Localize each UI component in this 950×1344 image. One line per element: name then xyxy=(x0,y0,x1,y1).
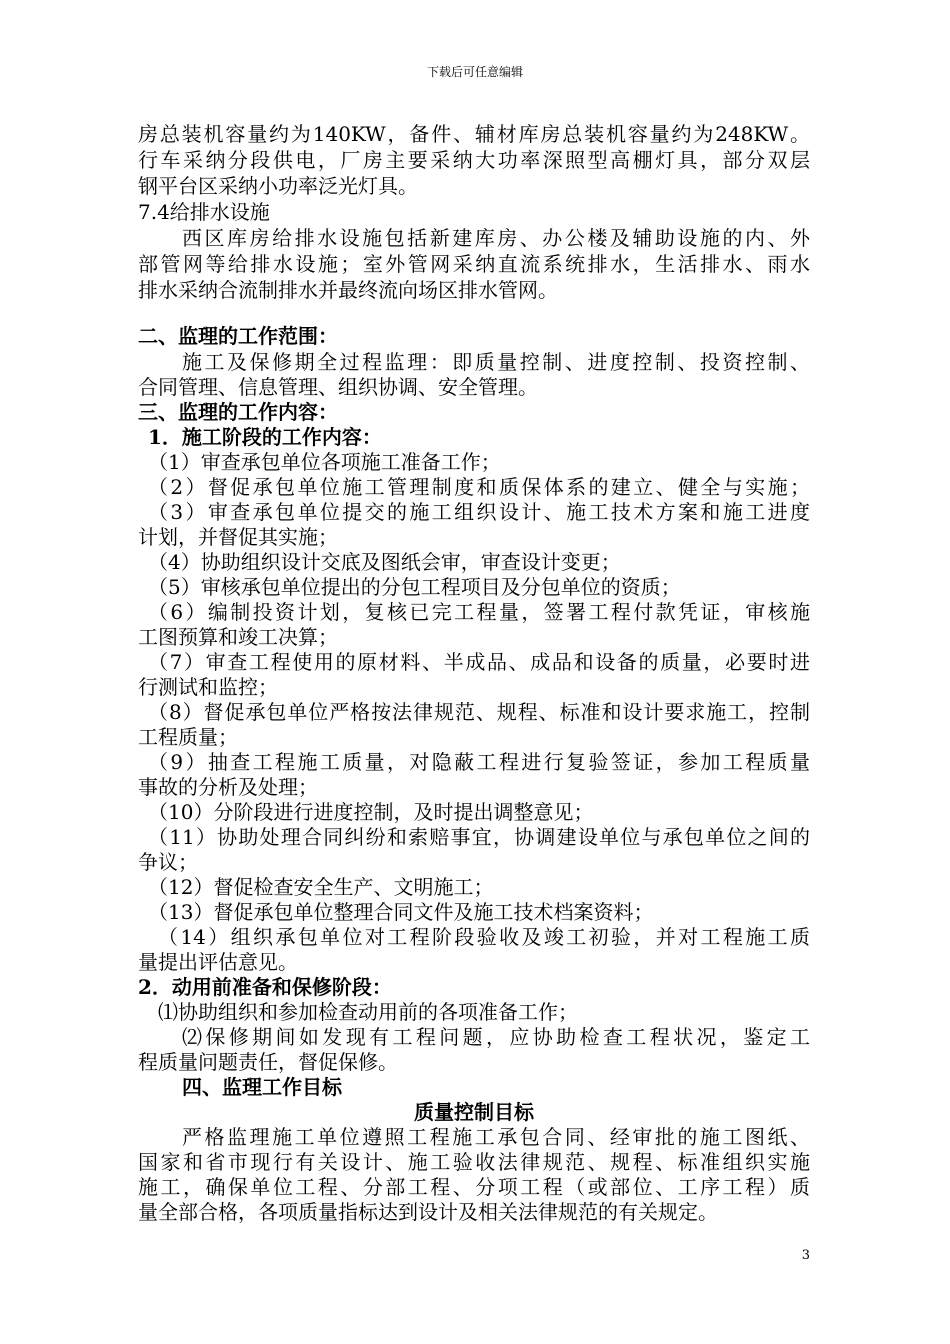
list-item: （6）编制投资计划，复核已完工程量，签署工程付款凭证，审核施 xyxy=(148,600,810,624)
body-line: 施工及保修期全过程监理：即质量控制、进度控制、投资控制、 xyxy=(182,350,810,374)
body-line: 排水采纳合流制排水并最终流向场区排水管网。 xyxy=(138,278,558,302)
list-item: （4）协助组织设计交底及图纸会审，审查设计变更； xyxy=(148,550,621,574)
page-header: 下载后可任意编辑 xyxy=(426,65,523,79)
section-heading: 三、监理的工作内容： xyxy=(138,400,338,424)
list-item-continuation: 工图预算和竣工决算； xyxy=(138,625,338,649)
subsection-heading: 2．动用前准备和保修阶段： xyxy=(138,975,392,999)
list-item-continuation: 争议； xyxy=(138,850,198,874)
list-item: （2）督促承包单位施工管理制度和质保体系的建立、健全与实施； xyxy=(148,475,810,499)
section-heading: 二、监理的工作范围： xyxy=(138,324,338,348)
section-heading: 四、监理工作目标 xyxy=(182,1075,342,1099)
body-line: 施工，确保单位工程、分部工程、分项工程（或部位、工序工程）质 xyxy=(138,1175,810,1199)
page-number: 3 xyxy=(801,1248,810,1263)
subsection-heading: 1．施工阶段的工作内容： xyxy=(148,425,382,449)
body-line: 国家和省市现行有关设计、施工验收法律规范、规程、标准组织实施 xyxy=(138,1150,810,1174)
list-item: （13）督促承包单位整理合同文件及施工技术档案资料； xyxy=(148,900,654,924)
list-item: （7）审查工程使用的原材料、半成品、成品和设备的质量，必要时进 xyxy=(148,650,810,674)
list-item-continuation: 计划，并督促其实施； xyxy=(138,525,338,549)
list-item-continuation: 事故的分析及处理； xyxy=(138,775,318,799)
list-item: ⑵保修期间如发现有工程问题，应协助检查工程状况，鉴定工 xyxy=(182,1025,810,1049)
list-item: （8）督促承包单位严格按法律规范、规程、标准和设计要求施工，控制 xyxy=(148,700,810,724)
list-item-continuation: 行测试和监控； xyxy=(138,675,278,699)
list-item: （1）审查承包单位各项施工准备工作； xyxy=(148,450,501,474)
body-line: 行车采纳分段供电，厂房主要采纳大功率深照型高棚灯具，部分双层 xyxy=(138,148,810,172)
list-item: （10）分阶段进行进度控制，及时提出调整意见； xyxy=(148,800,594,824)
body-line: 钢平台区采纳小功率泛光灯具。 xyxy=(138,174,418,198)
list-item-continuation: 工程质量； xyxy=(138,725,238,749)
subsection-title: 质量控制目标 xyxy=(414,1100,534,1124)
list-item: （9）抽查工程施工质量，对隐蔽工程进行复验签证，参加工程质量 xyxy=(148,750,810,774)
list-item: （5）审核承包单位提出的分包工程项目及分包单位的资质； xyxy=(148,575,681,599)
body-line: 合同管理、信息管理、组织协调、安全管理。 xyxy=(138,375,538,399)
section-heading: 7.4给排水设施 xyxy=(138,200,270,224)
body-line: 部管网等给排水设施；室外管网采纳直流系统排水，生活排水、雨水 xyxy=(138,252,810,276)
list-item: ⑴协助组织和参加检查动用前的各项准备工作； xyxy=(158,1000,578,1024)
body-line: 严格监理施工单位遵照工程施工承包合同、经审批的施工图纸、 xyxy=(182,1125,810,1149)
list-item-continuation: 程质量问题责任，督促保修。 xyxy=(138,1050,398,1074)
body-line: 量全部合格，各项质量指标达到设计及相关法律规范的有关规定。 xyxy=(138,1200,718,1224)
list-item: （12）督促检查安全生产、文明施工； xyxy=(148,875,494,899)
list-item: （11）协助处理合同纠纷和索赔事宜，协调建设单位与承包单位之间的 xyxy=(148,825,810,849)
list-item: （3）审查承包单位提交的施工组织设计、施工技术方案和施工进度 xyxy=(148,500,810,524)
body-line: 房总装机容量约为140KW，备件、辅材库房总装机容量约为248KW。 xyxy=(138,122,810,146)
list-item: （14）组织承包单位对工程阶段验收及竣工初验，并对工程施工质 xyxy=(158,925,810,949)
body-line: 西区库房给排水设施包括新建库房、办公楼及辅助设施的内、外 xyxy=(182,226,810,250)
list-item-continuation: 量提出评估意见。 xyxy=(138,950,298,974)
